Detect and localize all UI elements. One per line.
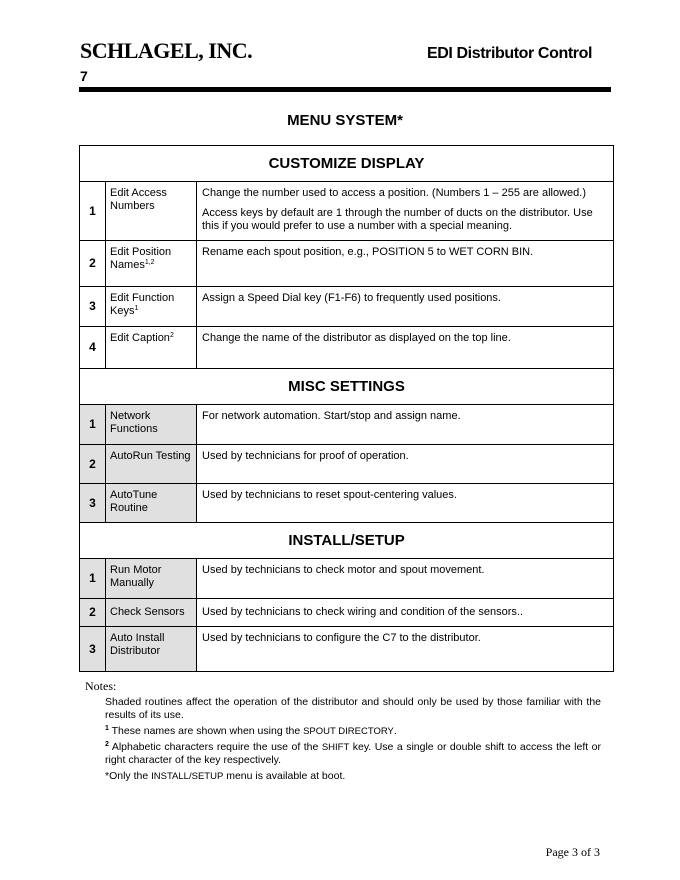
description-line: Access keys by default are 1 through the number of ducts on the distributor. Use this if you would prefer to use a number with a special meaning. bbox=[202, 207, 593, 232]
row-number: 2 bbox=[80, 599, 106, 627]
routine-description: Used by technicians to check wiring and condition of the sensors.. bbox=[197, 599, 614, 627]
footnote-marker: 2 bbox=[105, 741, 109, 748]
footnote-ref: 2 bbox=[169, 332, 174, 339]
routine-name-text: Edit Caption bbox=[110, 332, 170, 344]
document-title: EDI Distributor Control bbox=[426, 45, 592, 62]
page-number: Page 3 of 3 bbox=[545, 845, 600, 859]
routine-name-text: Edit Function Keys bbox=[110, 292, 175, 317]
note-text: . bbox=[393, 725, 397, 737]
routine-description: Used by technicians to reset spout-centering values. bbox=[197, 484, 614, 523]
routine-description bbox=[197, 182, 614, 241]
table-row bbox=[80, 405, 614, 445]
routine-description: Used by technicians to check motor and spout movement. bbox=[197, 559, 614, 599]
row-number: 1 bbox=[80, 405, 106, 445]
routine-description: Assign a Speed Dial key (F1-F6) to frequently used positions. bbox=[197, 287, 614, 327]
table-row bbox=[80, 182, 614, 241]
note-text: These names are shown when using the bbox=[111, 725, 301, 737]
table-row bbox=[80, 287, 614, 327]
note-boot bbox=[105, 770, 601, 783]
table-row bbox=[80, 484, 614, 523]
row-number: 3 bbox=[80, 484, 106, 523]
routine-name: AutoTune Routine bbox=[106, 484, 197, 523]
routine-description: Change the name of the distributor as displayed on the top line. bbox=[197, 327, 614, 369]
row-number: 2 bbox=[80, 445, 106, 484]
section-header: MISC SETTINGS bbox=[80, 369, 614, 405]
routine-name: Check Sensors bbox=[106, 599, 197, 627]
header-rule bbox=[79, 87, 611, 92]
table-row bbox=[80, 327, 614, 369]
routine-name: Auto Install Distributor bbox=[106, 627, 197, 672]
row-number: 3 bbox=[80, 287, 106, 327]
note-text: key. Use a single or double shift to access the left or right character of the key respectively. bbox=[105, 741, 601, 766]
note-1 bbox=[105, 725, 601, 738]
routine-name: AutoRun Testing bbox=[106, 445, 197, 484]
table-row bbox=[80, 599, 614, 627]
note-text: *Only the bbox=[105, 770, 149, 782]
routine-name bbox=[106, 327, 197, 369]
routine-name: Network Functions bbox=[106, 405, 197, 445]
footnote-ref: 1,2 bbox=[144, 259, 155, 266]
routine-description: For network automation. Start/stop and assign name. bbox=[197, 405, 614, 445]
note-term: SHIFT bbox=[321, 742, 350, 753]
note-text: menu is available at boot. bbox=[226, 770, 346, 782]
notes-label: Notes: bbox=[85, 679, 117, 693]
menu-system-title: MENU SYSTEM* bbox=[287, 112, 403, 129]
company-name: SCHLAGEL, INC. bbox=[80, 38, 253, 63]
row-number: 3 bbox=[80, 627, 106, 672]
section-header: INSTALL/SETUP bbox=[80, 523, 614, 559]
section-header: CUSTOMIZE DISPLAY bbox=[80, 146, 614, 182]
footnote-ref: 1 bbox=[134, 305, 139, 312]
description-line: Change the number used to access a position. (Numbers 1 – 255 are allowed.) bbox=[202, 187, 586, 199]
note-term: INSTALL/SETUP bbox=[151, 771, 224, 782]
row-number: 1 bbox=[80, 559, 106, 599]
routine-name bbox=[106, 287, 197, 327]
routine-description: Used by technicians for proof of operation. bbox=[197, 445, 614, 484]
routine-description: Used by technicians to configure the C7 to the distributor. bbox=[197, 627, 614, 672]
row-number: 2 bbox=[80, 241, 106, 287]
routine-name: Run Motor Manually bbox=[106, 559, 197, 599]
model-number: 7 bbox=[80, 68, 88, 84]
note-term: SPOUT DIRECTORY bbox=[303, 726, 394, 737]
notes-block bbox=[105, 696, 601, 786]
table-row bbox=[80, 241, 614, 287]
table-row bbox=[80, 627, 614, 672]
note-shaded: Shaded routines affect the operation of the distributor and should only be used by those familiar with the results of its use. bbox=[105, 696, 601, 721]
note-2 bbox=[105, 741, 601, 767]
note-text: Alphabetic characters require the use of the bbox=[111, 741, 319, 753]
table-row bbox=[80, 559, 614, 599]
row-number: 1 bbox=[80, 182, 106, 241]
row-number: 4 bbox=[80, 327, 106, 369]
footnote-marker: 1 bbox=[105, 725, 109, 732]
table-row bbox=[80, 445, 614, 484]
menu-table bbox=[79, 145, 614, 672]
routine-name-text: Edit Position Names bbox=[110, 246, 172, 271]
routine-name: Edit Access Numbers bbox=[106, 182, 197, 241]
routine-name bbox=[106, 241, 197, 287]
routine-description: Rename each spout position, e.g., POSITION 5 to WET CORN BIN. bbox=[197, 241, 614, 287]
